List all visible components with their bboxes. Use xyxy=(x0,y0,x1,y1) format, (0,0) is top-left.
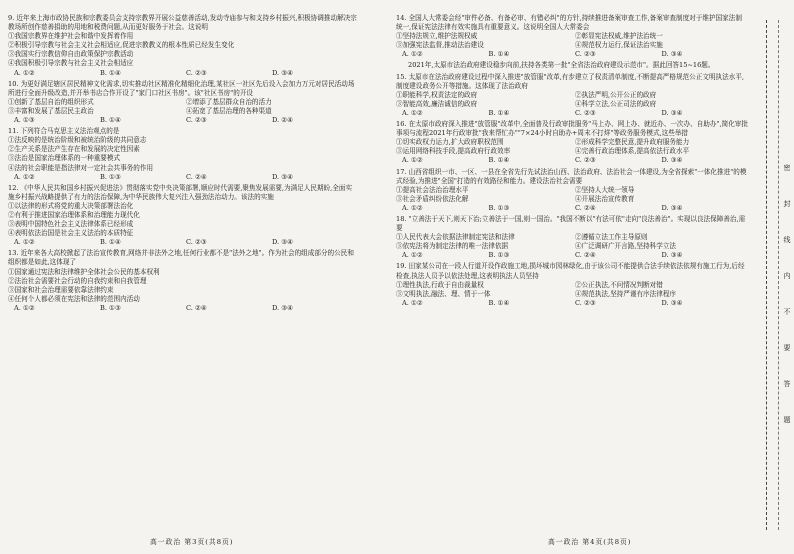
question-stem: 15. 太原市在法治政府建设过程中深入推进"放管服"改革,有步建立了权责清单制度,不断提高严格规范公正文明执法水平,制度建设政务公开等措施。这体现了法治政府 xyxy=(396,72,745,90)
option-item: ③运用网络科技手段,提高政府行政效率 xyxy=(396,147,511,156)
option-item: ③我国实行宗教信仰自由政策保护宗教活动 xyxy=(8,50,134,59)
option-item: ③国家和社会治理需要依靠法律约束 xyxy=(8,285,114,294)
answer-choices xyxy=(8,238,358,247)
answer-choice: C. ②④ xyxy=(575,251,596,260)
answer-choice: B. ①③ xyxy=(100,303,121,312)
answer-choice: B. ①④ xyxy=(488,108,510,117)
option-item: ④完善行政治理体系,提高依法行政水平 xyxy=(575,147,690,156)
seal-char: 要 xyxy=(783,344,791,352)
answer-choice: D. ③④ xyxy=(272,238,294,247)
seal-char: 内 xyxy=(783,272,791,280)
option-list xyxy=(396,138,748,156)
answer-choice: B. ①④ xyxy=(100,238,121,247)
option-list xyxy=(396,91,748,109)
answer-choice: D. ③④ xyxy=(661,251,683,260)
question-stem: 10. 为更好满足辖区居民精神文化需求,切实推动社区精准化精细化治理,某社区一社区先后设入会加力万元对居民活动场所进行全面升级改造,并开举书店合作开设了"家门口社区书房"。该"社区书房"的开设 xyxy=(8,79,355,97)
answer-choice: D. ③④ xyxy=(272,172,294,181)
answer-choice: A. ①② xyxy=(402,298,423,307)
option-list xyxy=(396,32,748,50)
answer-choices xyxy=(8,116,358,125)
answer-choice: D. ③④ xyxy=(661,108,683,117)
answer-choice: C. ②③ xyxy=(186,238,207,247)
question-stem: 17. 山西省组织一市、一区、一县在全省先行先试法治山西、法治政府、法治社会一体建设,为全省探索"一体化推进"的模式经验,为推进"全国"打造的有效路径和能力。建设法治社会需要 xyxy=(396,167,747,185)
answer-choice: C. ②③ xyxy=(575,50,596,59)
answer-choice: C. ②③ xyxy=(575,298,596,307)
reading-passage: 2021年,太原市法治政府建设稳步向前,扶持各类第一批"全省法治政府建设示范市"。据此回答15~16题。 xyxy=(408,61,715,70)
answer-choice: B. ①③ xyxy=(100,172,121,181)
seal-char: 题 xyxy=(783,416,791,424)
question-stem: 11. 下列符合马克思主义法治观点的是 xyxy=(8,127,120,136)
option-item: ②彰显宪法权威,维护法治统一 xyxy=(575,32,663,41)
seal-char: 密 xyxy=(783,164,791,172)
option-item: ②公正执法,不问情况判断对错 xyxy=(575,280,663,289)
answer-choices xyxy=(396,204,748,213)
question-block xyxy=(396,168,748,213)
answer-choices xyxy=(396,299,748,308)
seal-dashed-line xyxy=(766,20,767,530)
option-item: ③丰富和发展了基层民主政治 xyxy=(8,106,94,115)
answer-choice: A. ①③ xyxy=(14,116,35,125)
question-block xyxy=(396,14,748,59)
option-item: ③表明中国特色社会主义法律体系已经形成 xyxy=(8,220,134,229)
option-item: ②形成科学完整民意,提升政府服务能力 xyxy=(575,138,690,147)
question-stem: 18. "立善法于天下,则天下治;立善法于一国,则一国治。"我国不断以"有法可依"走向"良法善治"。实现以良法保障善治,需要 xyxy=(396,214,746,233)
answer-choice: A. ①② xyxy=(402,50,423,59)
option-item: ④广泛调研广开言路,坚持科学立法 xyxy=(575,242,677,251)
answer-choice: B. ①④ xyxy=(488,156,510,165)
option-item: ①坚持法规立,维护法规权威 xyxy=(396,32,478,41)
option-item: ①法反映的是统治阶级和被统治阶级的共同意志 xyxy=(8,136,147,145)
seal-dashed-line-inner xyxy=(778,20,779,530)
option-item: ④拓宽了基层治理的各种渠道 xyxy=(186,106,272,115)
question-stem: 19. 田家某公司在一段人行道开设作政施工地,损坏城市园林绿化,由于该公司不能提供合法手续依法依规有施工行为,后经检查,执法人员予以依法处理,这表明执法人员坚持 xyxy=(396,262,745,280)
question-stem: 9. 近年来上海市政协民族和宗教委员会支持宗教界开展公益慈善活动,发动寺庙参与和支持乡村振兴,积极协调推动解决宗教场所创作慈善捐助的用地和税费问题,从而更好服务于社会。这说明 xyxy=(8,14,357,32)
question-stem: 14. 全国人大常委会经"审件必备、有备必审、有错必纠"的方针,持续推进备案审查工作,备案审查制度对于维护国家法制统一,保证宪法法律有效实施具有重要意义。这说明全国人大常委会 xyxy=(396,14,742,32)
option-item: ②积极引导宗教与社会主义社会相适应,促进宗教教义的根本性质已经发生变化 xyxy=(8,41,235,50)
answer-choice: D. ③④ xyxy=(661,203,683,212)
binding-margin xyxy=(758,0,794,554)
option-item: ①国家通过宪法和法律维护全体社会公民的基本权利 xyxy=(8,267,160,276)
option-item: ①以法律的形式将党的重大决策部署法治化 xyxy=(8,201,134,210)
option-item: ③加强宪法监督,推动法治建设 xyxy=(396,41,484,50)
option-item: ①创新了基层自治的组织形式 xyxy=(8,97,94,106)
answer-choices xyxy=(8,173,358,182)
option-item: ②法治社会需要社会行动的自我约束和自我管理 xyxy=(8,276,147,285)
option-item: ②坚持人大统一领导 xyxy=(575,185,635,194)
answer-choice: D. ③④ xyxy=(272,68,294,77)
answer-choice: A. ①② xyxy=(402,108,423,117)
option-item: ①切实政权力运力,扩大政府职权范围 xyxy=(396,138,504,147)
option-list xyxy=(396,233,748,251)
left-page-column xyxy=(8,14,358,315)
seal-line-notice xyxy=(782,150,792,438)
option-item: ②有利于推进国家治理体系和治理能力现代化 xyxy=(8,210,140,219)
answer-choice: B. ①④ xyxy=(488,298,510,307)
question-block xyxy=(8,127,358,182)
answer-choice: D. ③④ xyxy=(661,156,683,165)
answer-choices xyxy=(396,50,748,59)
option-item: ④科学立法,公正司法的政府 xyxy=(575,99,657,108)
answer-choice: B. ①④ xyxy=(100,116,121,125)
question-block xyxy=(396,120,748,165)
answer-choices xyxy=(396,109,748,118)
option-item: ④我国积极引导宗教与社会主义社会相适应 xyxy=(8,59,134,68)
answer-choice: C. ②③ xyxy=(186,116,207,125)
option-item: ①人民代表大会依据法律制定宪法和法律 xyxy=(396,233,515,242)
option-item: ④规范权力运行,保证法治实施 xyxy=(575,41,663,50)
answer-choice: A. ①② xyxy=(402,156,423,165)
answer-choice: B. ①③ xyxy=(488,203,510,212)
seal-char: 封 xyxy=(783,200,791,208)
option-item: ④开展法治宣传教育 xyxy=(575,194,635,203)
answer-choices xyxy=(396,251,748,260)
footer-page-4: 高一政治 第4页(共8页) xyxy=(548,538,632,546)
option-list xyxy=(8,32,358,68)
answer-choice: A. ①② xyxy=(402,251,423,260)
answer-choice: D. ③④ xyxy=(661,50,683,59)
answer-choices xyxy=(8,69,358,78)
option-item: ①提高社会法治治理水平 xyxy=(396,185,469,194)
option-item: ④法的社会职能是指法律对一定社会共事务的作用 xyxy=(8,163,154,172)
answer-choice: C. ②③ xyxy=(575,108,596,117)
answer-choice: C. ②③ xyxy=(575,156,596,165)
answer-choice: C. ②③ xyxy=(186,68,207,77)
option-list xyxy=(396,281,748,299)
answer-choice: C. ②④ xyxy=(186,303,207,312)
option-list xyxy=(8,136,358,172)
answer-choice: A. ①② xyxy=(14,68,35,77)
option-list xyxy=(8,202,358,238)
option-item: ②遵循立法工作主导原则 xyxy=(575,233,648,242)
option-item: ②执法严明,公开公正的政府 xyxy=(575,90,657,99)
answer-choices xyxy=(8,304,358,313)
option-item: ②增添了基层群众自治的活力 xyxy=(186,97,272,106)
answer-choice: D. ②④ xyxy=(272,116,294,125)
option-item: ④规范执法,坚持严谨有序法律程序 xyxy=(575,289,677,298)
answer-choices xyxy=(396,156,748,165)
right-page-column xyxy=(396,14,748,310)
answer-choice: D. ③④ xyxy=(661,298,683,307)
option-item: ④任何个人都必须在宪法和法律的范围内活动 xyxy=(8,294,140,303)
answer-choice: C. ②④ xyxy=(575,203,596,212)
footer-page-3: 高一政治 第3页(共8页) xyxy=(150,538,234,546)
answer-choice: A. ①② xyxy=(14,172,35,181)
answer-choice: A. ①② xyxy=(402,203,423,212)
option-item: ①职能科学,权责法定的政府 xyxy=(396,90,478,99)
question-block xyxy=(8,80,358,125)
answer-choice: C. ②④ xyxy=(186,172,207,181)
seal-char: 答 xyxy=(783,380,791,388)
answer-choice: D. ③④ xyxy=(272,303,294,312)
question-stem: 12. 《中华人民共和国乡村振兴促进法》贯彻落实党中央决策部署,顺应时代需要,聚焦发展需要,为满足人民期盼,全面实施乡村振兴战略提供了有力的法治保障,为中华民族伟大复兴注入强劲法治动力。该法的实施 xyxy=(8,183,353,201)
option-item: ③文明执法,融法、理、情于一体 xyxy=(396,289,491,298)
option-list xyxy=(8,268,358,304)
question-stem: 16. 在太原市政府深入推进"放管服"改革中,全面普及行政审批服务"马上办、网上办、就近办、一次办、自助办",简化审批事项与流程2021年行政审批"我来帮忙办""7×24小时自助办+周末不打烊"等政务服务模式,这些举措 xyxy=(396,120,748,138)
option-item: ③社会矛盾纠纷依法化解 xyxy=(396,194,469,203)
option-item: ③法治是国家治理体系的一种重要模式 xyxy=(8,154,121,163)
question-stem: 13. 近年来各大高校掀起了法治宣传教育,网络并非法外之地,任何行业都不是"法外之地"。作为社会的组成部分的公民和组织都是如此,这体现了 xyxy=(8,249,354,267)
answer-choice: B. ①④ xyxy=(100,68,121,77)
question-block xyxy=(396,262,748,307)
option-list xyxy=(8,98,358,116)
answer-choice: B. ①③ xyxy=(488,251,510,260)
option-item: ③依宪法将为制定法律的唯一法律依据 xyxy=(396,242,509,251)
option-item: ④表明依法治国是社会主义法治的本质特征 xyxy=(8,229,134,238)
question-block xyxy=(396,215,748,260)
seal-char: 线 xyxy=(783,236,791,244)
question-block xyxy=(396,73,748,118)
option-item: ②生产关系是法产生存在和发展的决定性因素 xyxy=(8,145,140,154)
answer-choice: B. ①④ xyxy=(488,50,510,59)
question-block xyxy=(8,184,358,248)
option-item: ③智能高效,廉洁诚信的政府 xyxy=(396,99,478,108)
question-block xyxy=(8,14,358,78)
answer-choice: A. ①② xyxy=(14,303,35,312)
answer-choice: A. ①② xyxy=(14,238,35,247)
question-block xyxy=(8,249,358,313)
option-item: ①我国宗教界在维护社会和谐中发挥着作用 xyxy=(8,32,134,41)
option-item: ①理性执法,行政于自由裁量权 xyxy=(396,280,484,289)
option-list xyxy=(396,186,748,204)
seal-char: 不 xyxy=(783,308,791,316)
